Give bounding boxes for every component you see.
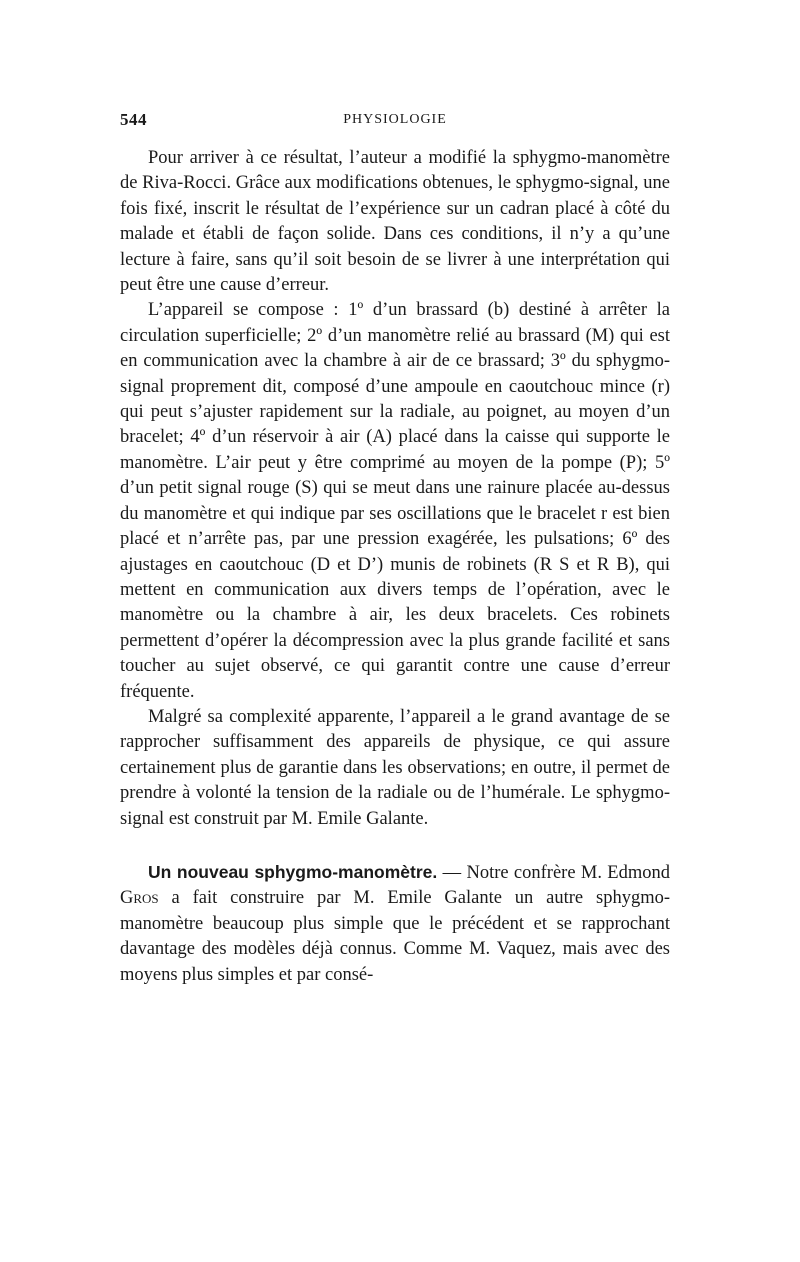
page-number: 544: [120, 110, 147, 129]
text-body: [120, 146, 670, 988]
running-title: PHYSIOLOGIE: [343, 112, 447, 127]
section-heading: Un nouveau sphygmo-manomètre.: [148, 861, 438, 882]
paragraph-apparatus: L’appareil se compose : 1º d’un brassard (b) destiné à arrêter la circulation superficielle; 2º d’un manomètre relié au brassard (M) qui est en communication avec la chambre à air de ce brassard; 3º du sphygmo-signal proprement dit, composé d’une ampoule en caoutchouc mince (r) qui peut s’ajuster rapidement sur la radiale, au poignet, au moyen d’un bracelet; 4º d’un réservoir à air (A) placé dans la caisse qui supporte le manomètre. L’air peut y être comprimé au moyen de la pompe (P); 5º d’un petit signal rouge (S) qui se meut dans une rainure placée au-dessus du manomètre et qui indique par ses oscillations que le bracelet r est bien placé et n’arrête pas, par une pression exagérée, les pulsations; 6º des ajustages en caoutchouc (D et D’) munis de robinets (R S et R B), qui mettent en communication aux divers temps de l’opération, avec le manomètre ou la chambre à air, les deux bracelets. Ces robinets permettent d’opérer la décompression avec la plus grande facilité et sans toucher au sujet observé, ce qui garantit contre une cause d’erreur fréquente.: [120, 300, 670, 702]
author-name: Gros: [120, 888, 159, 909]
heading-dash: —: [437, 862, 467, 883]
section-text-start: Notre confrère M. Edmond: [466, 862, 670, 883]
running-head: [120, 110, 670, 140]
paragraph-result: Pour arriver à ce résultat, l’auteur a modifié la sphygmo-manomètre de Riva-Rocci. Grâce aux modifications obtenues, le sphygmo-signal, une fois fixé, inscrit le résultat de l’expérience sur un cadran placé à côté du malade et établi de façon solide. Dans ces conditions, il n’y a qu’une lecture à faire, sans qu’il soit besoin de se livrer à une interprétation qui peut être une cause d’erreur.: [120, 148, 670, 296]
paragraph-advantages: Malgré sa complexité apparente, l’appareil a le grand avantage de se rapprocher suffisamment des appareils de physique, ce qui assure certainement plus de garantie dans les observations; en outre, il permet de prendre à volonté la tension de la radiale ou de l’humérale. Le sphygmo-signal est construit par M. Emile Galante.: [120, 706, 670, 829]
section-gap: [120, 832, 670, 860]
section-paragraph: [120, 860, 670, 988]
book-page: [120, 110, 670, 988]
section-text-end: a fait construire par M. Emile Galante un autre sphygmo-manomètre beaucoup plus simple que le précédent et se rapprochant davantage des modèles déjà connus. Comme M. Vaquez, mais avec des moyens plus simples et par consé-: [120, 888, 670, 985]
